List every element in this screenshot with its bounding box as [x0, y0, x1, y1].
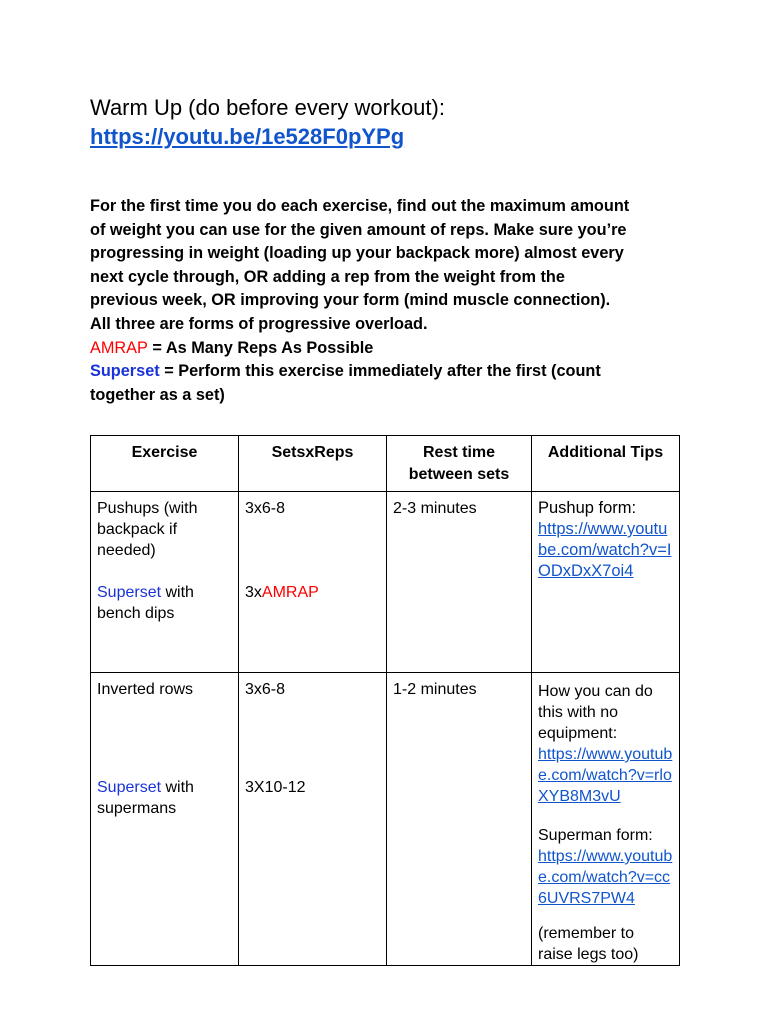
tip-label: Pushup form: [538, 499, 637, 517]
intro-line: next cycle through, OR adding a rep from the weight from the [90, 267, 565, 286]
superset-exercise-name: with supermans [97, 779, 194, 817]
rest-time: 1-2 minutes [393, 681, 477, 698]
superset-label: Superset [97, 584, 162, 601]
intro-line: progressing in weight (loading up your backpack more) almost every [90, 244, 624, 263]
superset-term: Superset [90, 362, 160, 381]
superset-def-text: = Perform this exercise immediately after the first (count [159, 362, 601, 381]
table-header-row [91, 436, 680, 492]
spacer [538, 807, 673, 825]
warmup-heading: Warm Up (do before every workout): [90, 95, 445, 120]
tip-reminder: (remember to raise legs too) [538, 925, 639, 963]
table-row [91, 492, 680, 673]
intro-line: All three are forms of progressive overload. [90, 314, 428, 333]
warmup-video-link[interactable]: https://youtu.be/1e528F0pYPg [90, 124, 405, 149]
superset-exercise-name: with bench dips [97, 584, 194, 622]
intro-line: For the first time you do each exercise, find out the maximum amount [90, 197, 630, 215]
exercise-name: Pushups (with backpack if needed) [97, 500, 198, 559]
sets-prefix: 3x [245, 584, 262, 601]
header-setsxreps: SetsxReps [239, 436, 387, 492]
workout-table [90, 435, 680, 966]
page-title [90, 93, 690, 151]
superset-definition-cont: together as a set) [90, 385, 225, 404]
sets-reps: 3x6-8 [245, 681, 286, 698]
amrap-definition [90, 337, 690, 361]
header-additional-tips: Additional Tips [532, 436, 680, 492]
superset-exercise [97, 582, 232, 624]
rest-time: 2-3 minutes [393, 500, 477, 517]
intro-line: previous week, OR improving your form (mind muscle connection). [90, 291, 611, 310]
amrap-term: AMRAP [90, 338, 148, 357]
spacer [538, 909, 673, 923]
superset-definition [90, 360, 690, 384]
superman-form-link[interactable]: https://www.youtube.com/watch?v=cc6UVRS7PW4 [538, 848, 673, 907]
pushup-form-link[interactable]: https://www.youtube.com/watch?v=IODxDxX7oi4 [538, 520, 672, 580]
tip-no-equipment-label: How you can do this with no equipment: [538, 683, 653, 742]
intro-paragraph [90, 195, 690, 407]
amrap-label: AMRAP [261, 584, 319, 601]
superset-sets-reps: 3X10-12 [245, 779, 306, 796]
sets-cell [239, 492, 387, 673]
tip-superman-label: Superman form: [538, 827, 653, 844]
exercise-cell [91, 492, 239, 673]
superset-exercise [97, 777, 232, 819]
sets-cell [239, 673, 387, 966]
rest-cell [387, 492, 532, 673]
superset-sets-reps [245, 582, 319, 603]
tips-cell [532, 492, 680, 673]
no-equipment-video-link[interactable]: https://www.youtube.com/watch?v=rloXYB8M3vU [538, 746, 673, 805]
exercise-cell [91, 673, 239, 966]
table-row [91, 673, 680, 966]
exercise-name: Inverted rows [97, 681, 194, 698]
tips-cell [532, 673, 680, 966]
header-exercise: Exercise [91, 436, 239, 492]
sets-reps: 3x6-8 [245, 500, 286, 517]
rest-cell [387, 673, 532, 966]
intro-line: of weight you can use for the given amount of reps. Make sure you’re [90, 220, 627, 239]
header-rest-time: Rest time between sets [387, 436, 532, 492]
amrap-def-text: = As Many Reps As Possible [147, 338, 374, 357]
superset-label: Superset [97, 779, 162, 796]
